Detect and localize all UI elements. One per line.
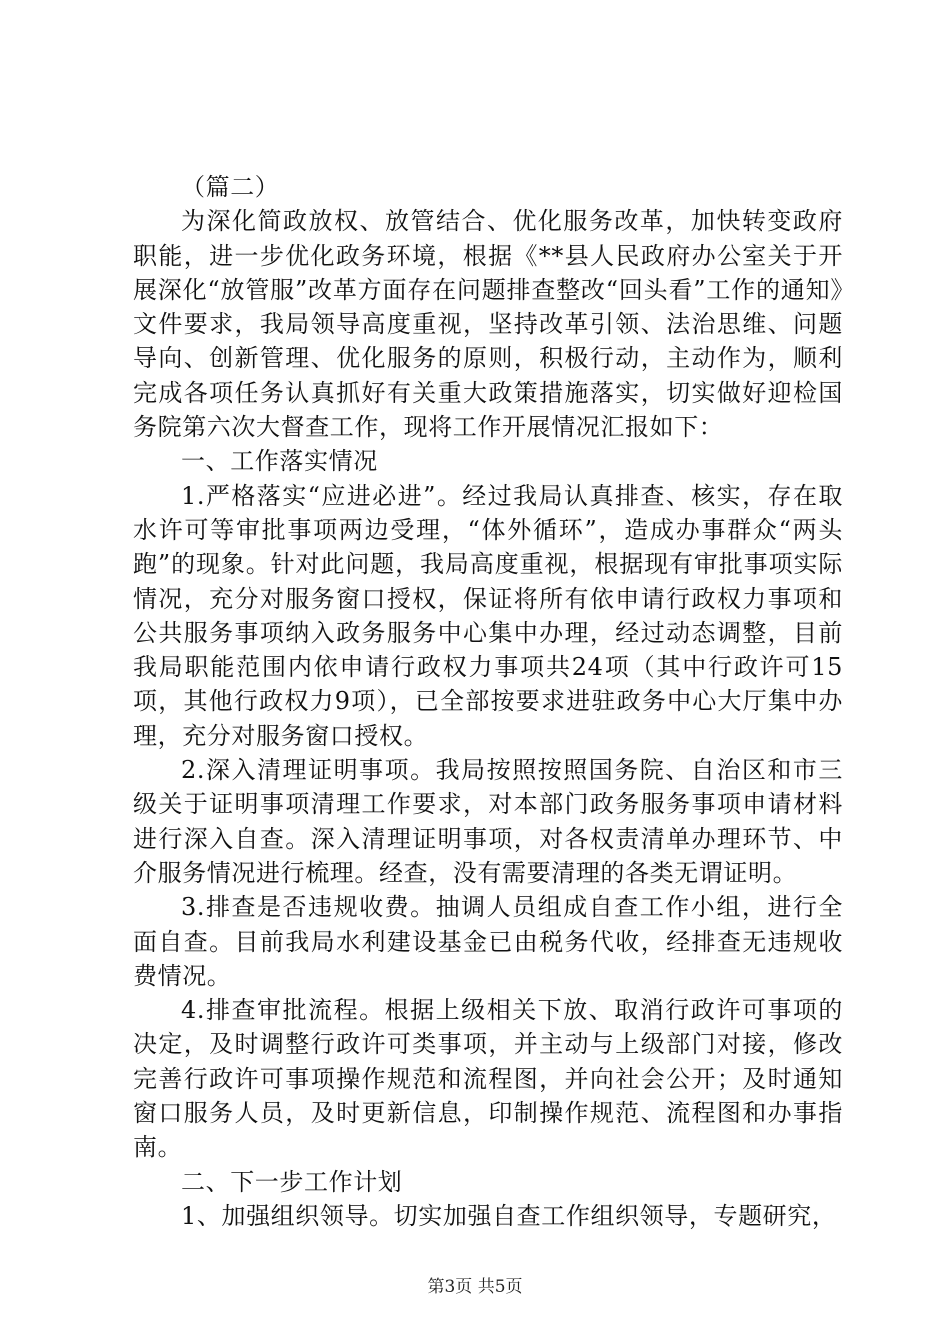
heading-implementation: 一、工作落实情况: [181, 447, 378, 476]
heading-next-plan: 二、下一步工作计划: [181, 1167, 403, 1196]
paragraph-item-4: 4.排查审批流程。根据上级相关下放、取消行政许可事项的决定，及时调整行政许可类事项，并主动与上级部门对接，修改完善行政许可事项操作规范和流程图，并向社会公开；及时通知窗口服务人员，及时更新信息，印制操作规范、流程图和办事指南。: [133, 996, 843, 1162]
paragraph-section-label: （篇二）: [181, 173, 280, 201]
page-footer: 第3页 共5页: [427, 1277, 523, 1297]
document-body: [133, 170, 843, 1233]
paragraph-item-2: 2.深入清理证明事项。我局按照按照国务院、自治区和市三级关于证明事项清理工作要求，对本部门政务服务事项申请材料进行深入自查。深入清理证明事项，对各权责清单办理环节、中介服务情况进行梳理。经查，没有需要清理的各类无谓证明。: [133, 756, 843, 887]
paragraph-item-1: 1.严格落实“应进必进”。经过我局认真排查、核实，存在取水许可等审批事项两边受理，“体外循环”，造成办事群众“两头跑”的现象。针对此问题，我局高度重视，根据现有审批事项实际情况，充分对服务窗口授权，保证将所有依申请行政权力事项和公共服务事项纳入政务服务中心集中办理，经过动态调整，目前我局职能范围内依申请行政权力事项共24项（其中行政许可15项，其他行政权力9项），已全部按要求进驻政务中心大厅集中办理，充分对服务窗口授权。: [133, 481, 843, 750]
paragraph-item-3: 3.排查是否违规收费。抽调人员组成自查工作小组，进行全面自查。目前我局水利建设基金已由税务代收，经排查无违规收费情况。: [133, 893, 843, 990]
paragraph-plan-1: 1、加强组织领导。切实加强自查工作组织领导，专题研究，: [181, 1201, 837, 1230]
paragraph-intro: 为深化简政放权、放管结合、优化服务改革，加快转变政府职能，进一步优化政务环境，根据《**县人民政府办公室关于开展深化“放管服”改革方面存在问题排查整改“回头看”工作的通知》文件要求，我局领导高度重视，坚持改革引领、法治思维、问题导向、创新管理、优化服务的原则，积极行动，主动作为，顺利完成各项任务认真抓好有关重大政策措施落实，切实做好迎检国务院第六次大督查工作，现将工作开展情况汇报如下：: [133, 207, 843, 442]
